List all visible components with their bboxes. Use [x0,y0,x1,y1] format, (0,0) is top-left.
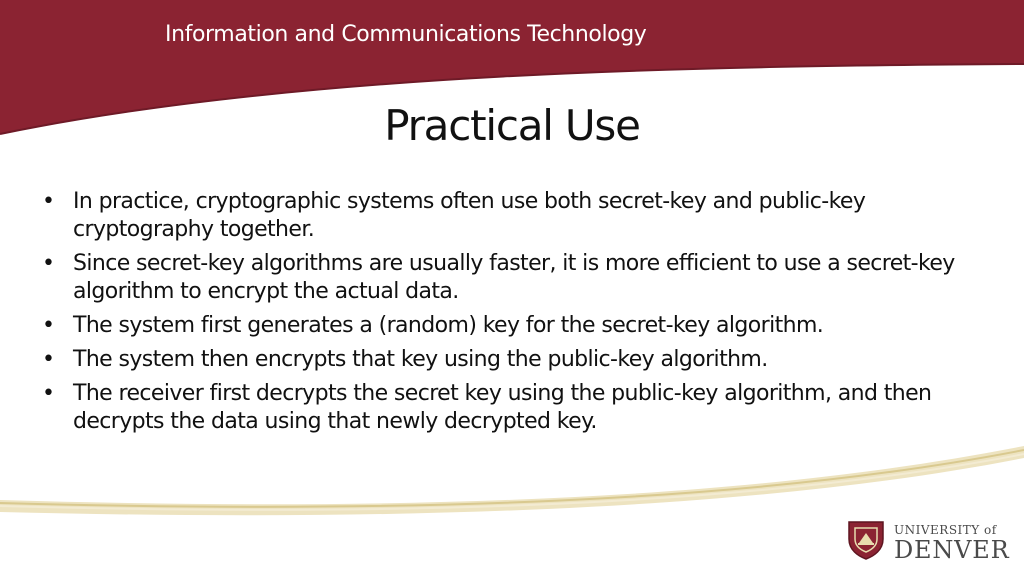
bullet-icon: • [42,347,55,372]
list-item [40,380,990,436]
bullet-icon: • [42,189,55,214]
bullet-text: In practice, cryptographic systems often use both secret-key and public-key cryptography together. [73,189,866,242]
logo-line-1: UNIVERSITY of [894,523,997,537]
bullet-text: The system first generates a (random) key for the secret-key algorithm. [73,313,824,338]
bullet-icon: • [42,313,55,338]
logo-line-2: DENVER [894,536,1010,564]
list-item [40,250,990,306]
bullet-text: The system then encrypts that key using the public-key algorithm. [73,347,768,372]
header-title: Information and Communications Technology [165,22,647,47]
university-logo [846,519,1010,564]
university-shield-icon [846,519,886,561]
bullet-list [40,188,990,442]
bullet-icon: • [42,251,55,276]
bullet-text: Since secret-key algorithms are usually faster, it is more efficient to use a secret-key algorithm to encrypt the actual data. [73,251,955,304]
list-item [40,188,990,244]
list-item [40,312,990,340]
bullet-text: The receiver first decrypts the secret key using the public-key algorithm, and then decrypts the data using that newly decrypted key. [73,381,932,434]
slide-title: Practical Use [384,101,640,150]
bullet-icon: • [42,381,55,406]
list-item [40,346,990,374]
